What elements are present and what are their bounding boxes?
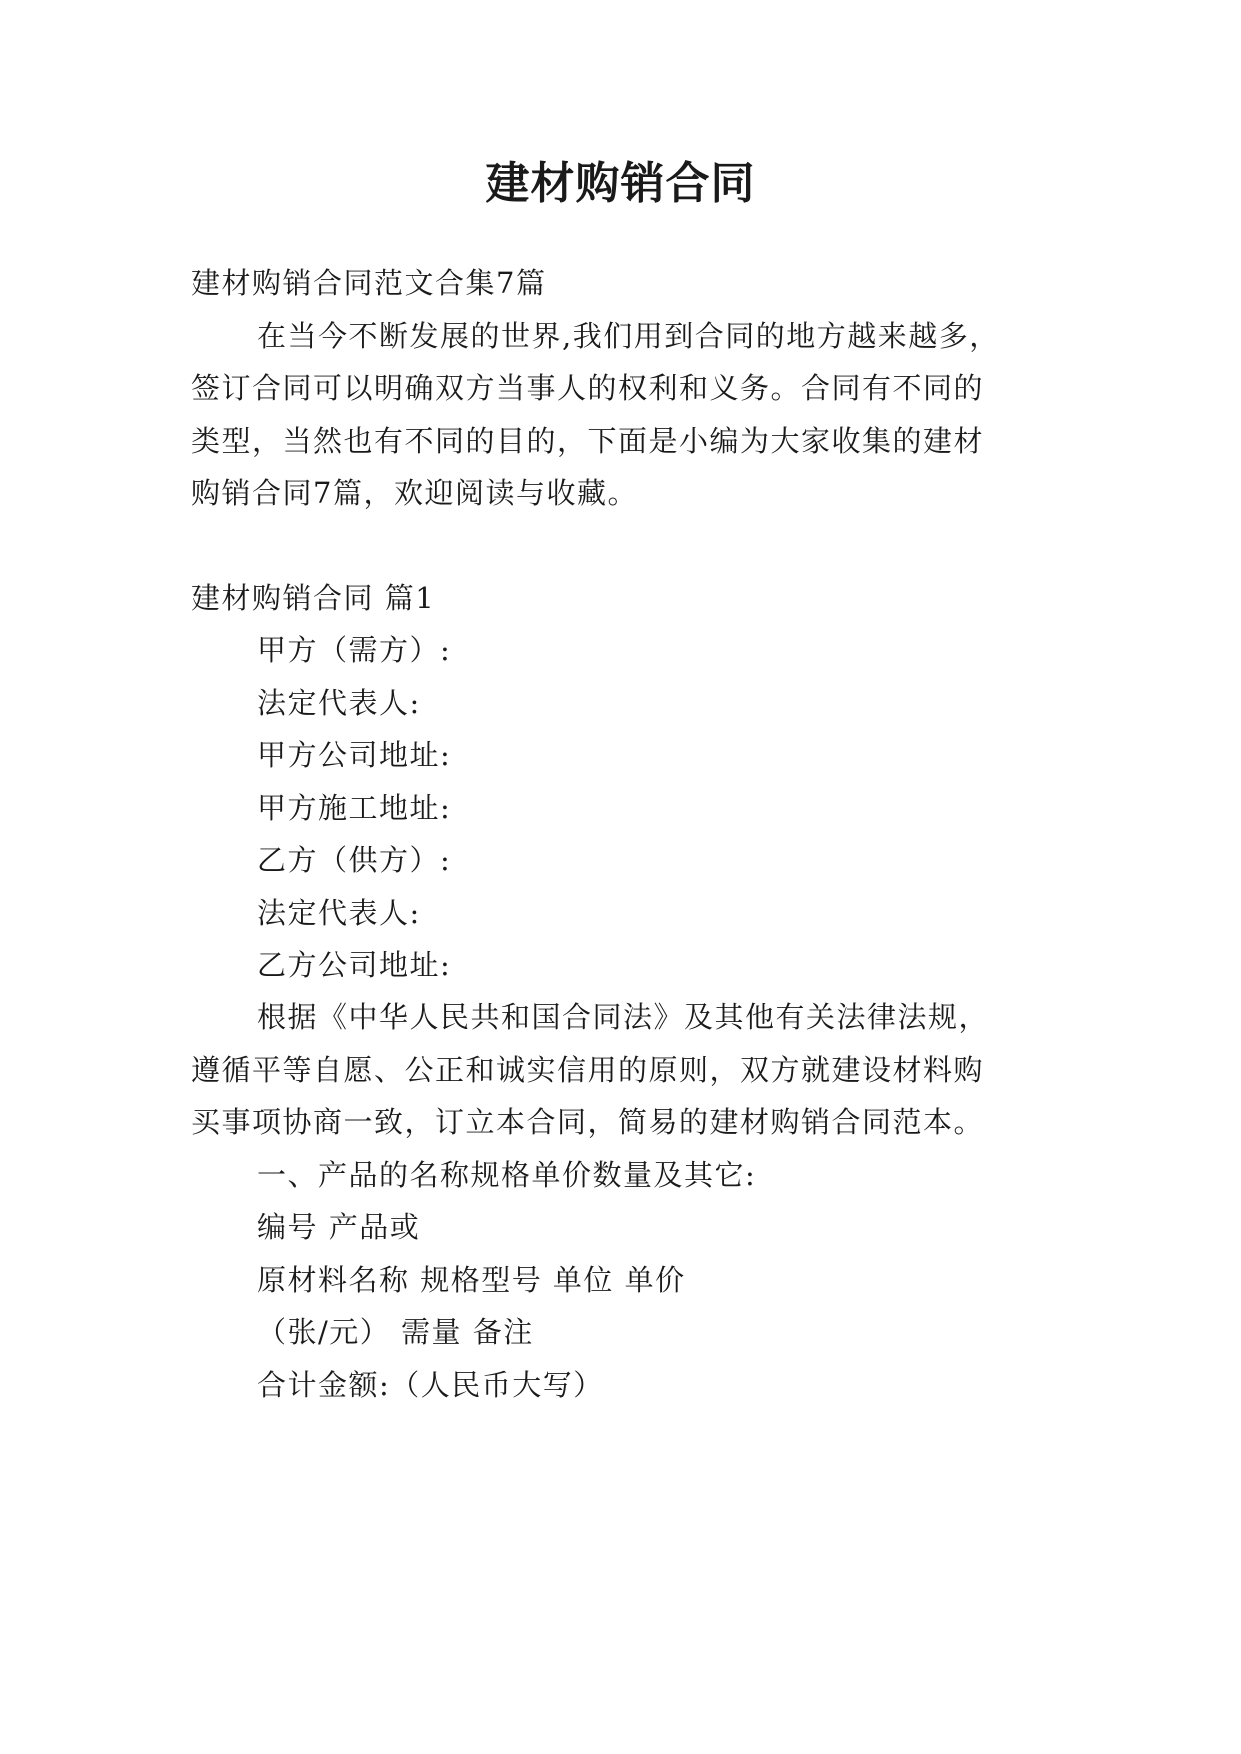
document-title: 建材购销合同 bbox=[485, 158, 756, 209]
intro-paragraph-line-1: 在当今不断发展的世界,我们用到合同的地方越来越多， bbox=[257, 319, 1000, 353]
clause-1-heading: 一、产品的名称规格单价数量及其它: bbox=[257, 1158, 757, 1192]
intro-paragraph-line-3: 类型，当然也有不同的目的，下面是小编为大家收集的建材 bbox=[191, 424, 985, 458]
party-b-address-label: 乙方公司地址: bbox=[257, 948, 452, 982]
intro-paragraph-line-4: 购销合同7篇，欢迎阅读与收藏。 bbox=[191, 476, 638, 510]
section-heading: 建材购销合同 篇1 bbox=[191, 581, 436, 615]
table-header-line-2: 原材料名称 规格型号 单位 单价 bbox=[257, 1263, 686, 1297]
party-a-representative-label: 法定代表人: bbox=[257, 686, 421, 720]
preamble-line-1: 根据《中华人民共和国合同法》及其他有关法律法规， bbox=[257, 1000, 990, 1034]
collection-heading: 建材购销合同范文合集7篇 bbox=[191, 266, 547, 300]
party-b-label: 乙方（供方）: bbox=[257, 843, 452, 877]
table-header-line-1: 编号 产品或 bbox=[257, 1210, 421, 1244]
party-a-label: 甲方（需方）: bbox=[257, 633, 452, 667]
preamble-line-3: 买事项协商一致，订立本合同，简易的建材购销合同范本。 bbox=[191, 1105, 985, 1139]
total-amount-label: 合计金额:（人民币大写） bbox=[257, 1368, 604, 1402]
party-a-site-address-label: 甲方施工地址: bbox=[257, 791, 452, 825]
party-b-representative-label: 法定代表人: bbox=[257, 896, 421, 930]
party-a-address-label: 甲方公司地址: bbox=[257, 738, 452, 772]
table-header-line-3: （张/元） 需量 备注 bbox=[257, 1315, 534, 1349]
intro-paragraph-line-2: 签订合同可以明确双方当事人的权利和义务。合同有不同的 bbox=[191, 371, 985, 405]
preamble-line-2: 遵循平等自愿、公正和诚实信用的原则，双方就建设材料购 bbox=[191, 1053, 985, 1087]
